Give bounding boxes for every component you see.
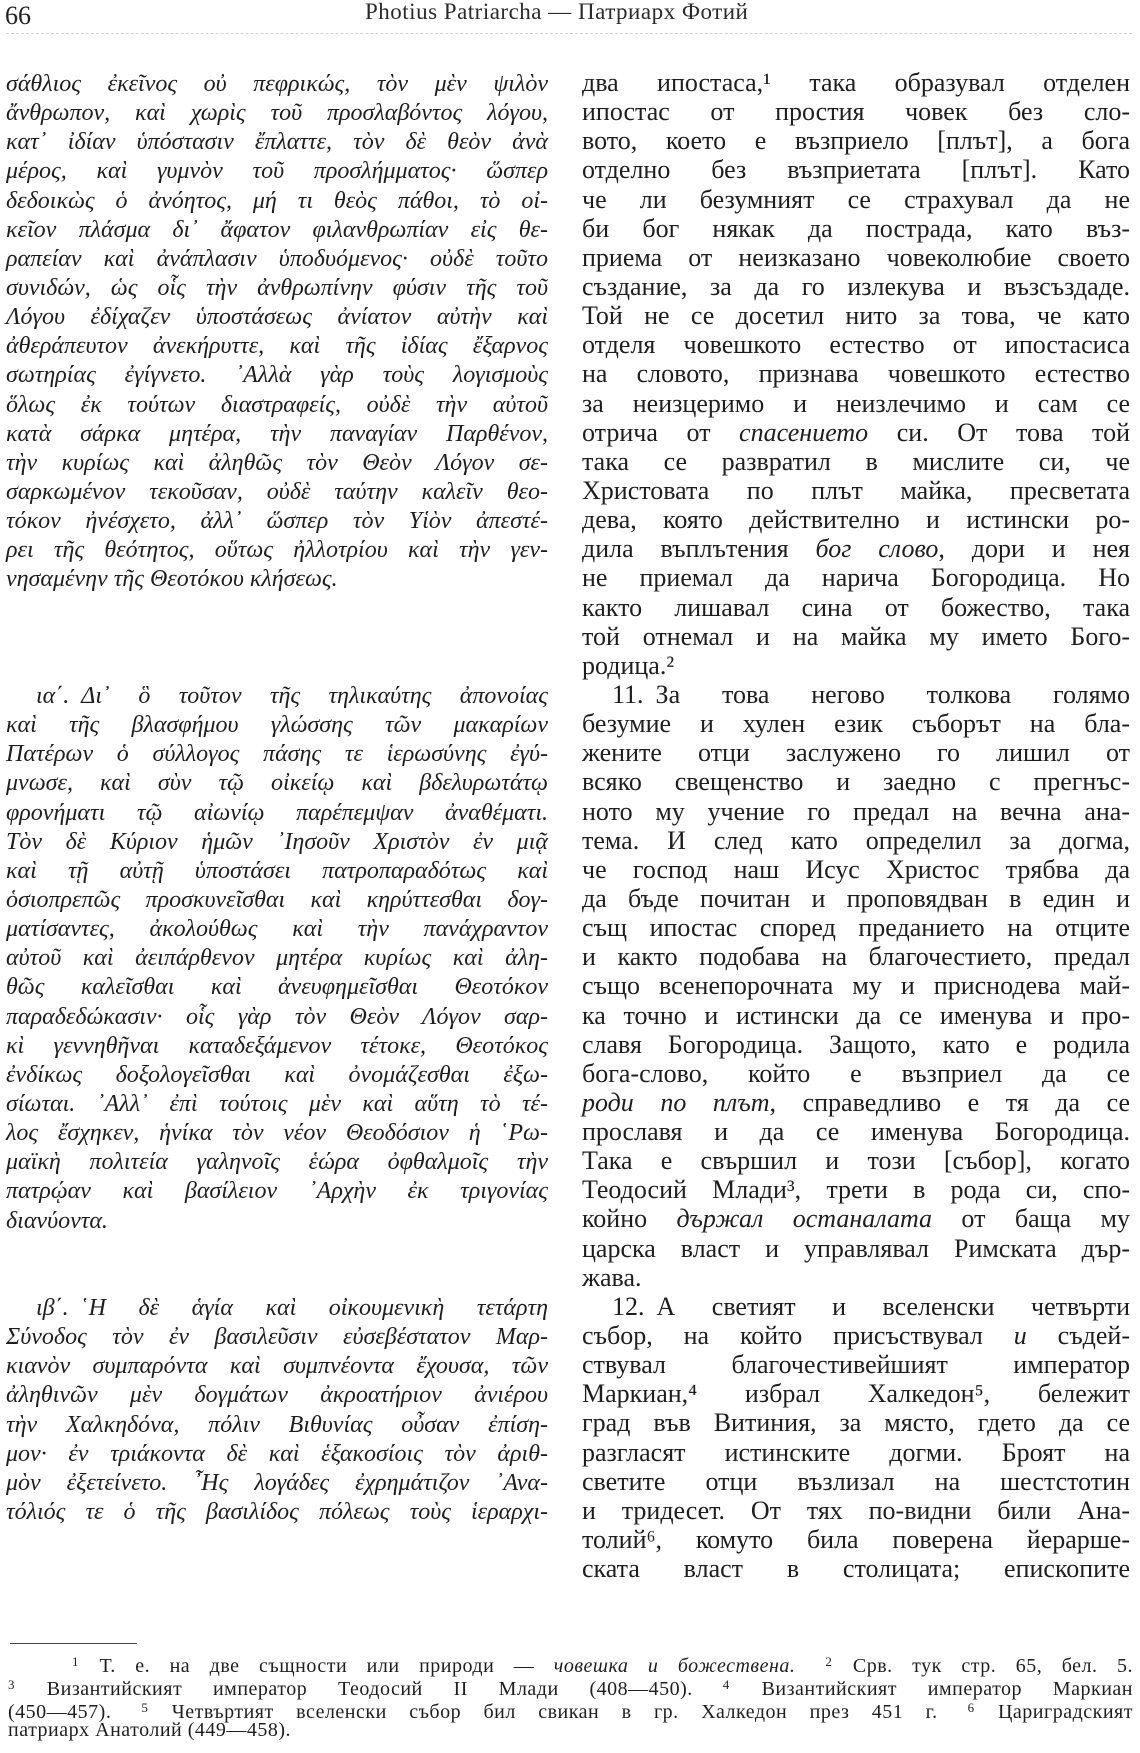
text-run: Маркиан,⁴ избрал Халкедон⁵, бележит: [582, 1379, 1130, 1409]
text-run: също всенепорочната му и приснодева май-: [582, 971, 1130, 1001]
text-run: Теодосий Млади³, трети в рода си, спо-: [582, 1175, 1130, 1205]
text-run: ипостас от простия човек без сло-: [582, 97, 1130, 127]
footnote-line: [8, 1673, 1134, 1700]
text-run: тема. И след като определил за догма,: [582, 825, 1130, 855]
text-run: А светият и вселенски четвърти: [656, 1291, 1130, 1321]
text-line: [6, 1119, 548, 1148]
text-run: Христовата по плът майка, пресветата: [582, 475, 1130, 505]
text-run: κατ᾿ ἰδίαν ὑπόστασιν ἔπλαττε, τὸν δὲ θεὸν ἀνὰ: [6, 129, 548, 156]
text-line: [6, 711, 548, 740]
text-run: създание, за да го излекува и възсъздаде.: [582, 271, 1130, 301]
text-run: ἐνδίκως δοξολογεῖσθαι καὶ ὀνομάζεσθαι ἐξω-: [6, 1061, 548, 1088]
text-run: μέρος, καὶ γυμνὸν τοῦ προσλήμματος· ὥσπερ: [6, 158, 548, 185]
text-run: той отнемал и на майка му името Бого-: [582, 621, 1130, 651]
text-run: φρονήματι τῷ αἰωνίῳ παρέπεμψαν ἀναθέματι.: [6, 799, 548, 826]
text-line: [582, 1379, 1130, 1408]
footnote-line: [8, 1650, 1133, 1677]
text-line: [582, 1525, 1130, 1554]
text-run: и тридесет. От тях по-видни били Ана-: [582, 1495, 1130, 1525]
text-run: два ипостаса,¹ така образувал отделен: [582, 68, 1130, 97]
text-line: [582, 1321, 1130, 1350]
text-run: бога-слово, който е възприел да се: [582, 1058, 1130, 1088]
footnote-marker: 3: [8, 1677, 15, 1692]
text-line: [582, 155, 1130, 184]
text-line: [582, 738, 1130, 767]
text-line: [6, 973, 548, 1002]
footnote-separator: [10, 1643, 137, 1644]
text-run: Πατέρων ὁ σύλλογος πάσης τε ἱερωσύνης ἐγύ-: [6, 741, 548, 768]
text-run: За това негово толкова голямо: [655, 679, 1130, 709]
text-line: [582, 1204, 1130, 1233]
text-run: всяко свещенство и заедно с прегнъс-: [582, 767, 1130, 797]
text-run: от баща му: [932, 1204, 1131, 1234]
text-run: безумие и хулен език съборът на бла-: [582, 709, 1130, 739]
text-run: град във Витиния, за място, гдето да се: [582, 1408, 1130, 1438]
text-line: [6, 449, 548, 478]
text-run: събор, на който присъствувал: [582, 1321, 1014, 1351]
text-run: Срв. тук стр. 65, бел. 5.: [833, 1655, 1133, 1677]
text-run: ρει τῆς θεότητος, οὕτως ἠλλοτρίου καὶ τὴν γεν-: [6, 537, 548, 564]
text-run: ματίσαντες, ἀκολούθως καὶ τὴν πανάχραντον: [6, 916, 548, 943]
text-run: вото, което е възприело [плът], а бога: [582, 126, 1130, 156]
text-line: [6, 332, 548, 361]
text-run: Така е свършил и този [събор], когато: [582, 1146, 1130, 1176]
text-line: [582, 1438, 1130, 1467]
text-run: μαϊκὴ πολιτεία γαληνοῖς ἑώρα ὀφθαλμοῖς τὴν: [6, 1149, 548, 1176]
text-line: [6, 1207, 548, 1236]
text-run: ὅλως ἐκ τούτων διαστραφείς, οὐδὲ τὴν αὐτοῦ: [6, 391, 548, 418]
text-line: [6, 1411, 548, 1440]
text-run: разгласят истинските догми. Броят на: [582, 1437, 1130, 1467]
text-run: за неизцеримо и неизлечимо и сам се: [582, 388, 1130, 418]
text-line: [6, 769, 548, 798]
text-line: [582, 534, 1130, 563]
text-line: [582, 1059, 1130, 1088]
text-line: [582, 651, 1130, 680]
text-line: [582, 389, 1130, 418]
footnote-marker: 6: [967, 1700, 975, 1715]
text-line: [582, 126, 1130, 155]
text-run: дила въплътения: [582, 534, 816, 564]
text-run: и както подобава на благочестието, предал: [582, 942, 1130, 972]
text-run: родица.²: [582, 650, 675, 680]
text-line: [6, 1090, 548, 1119]
text-line: [582, 1146, 1130, 1175]
text-line: [582, 1467, 1130, 1496]
footnote-marker: 1: [72, 1654, 79, 1669]
text-run: ἀληθινῶν μὲν δογμάτων ἀκροατήριον ἀνιέρου: [6, 1382, 548, 1409]
text-run: съдей-: [1026, 1321, 1131, 1351]
text-run: така се развратил в мислите си, че: [582, 446, 1130, 476]
italic-text: човешка и божествена.: [553, 1655, 796, 1677]
text-run: си. От това той: [868, 417, 1130, 447]
text-run: отделно без възприетата [плът]. Като: [582, 155, 1130, 185]
italic-text: спасението: [739, 417, 869, 447]
text-run: светите отци възлизал на шестстотин: [582, 1466, 1130, 1496]
text-run: Византийският император Маркиан: [730, 1678, 1134, 1700]
text-line: [6, 886, 548, 915]
text-line: [582, 1234, 1130, 1263]
text-run: Той не се досетил нито за това, че като: [582, 301, 1130, 331]
text-run: , справедливо е тя да се: [769, 1087, 1131, 1117]
text-line: [6, 682, 548, 711]
text-line: [6, 157, 548, 186]
text-line: [6, 1061, 548, 1090]
text-line: [582, 913, 1130, 942]
text-run: αὐτοῦ καὶ ἀειπάρθενον μητέρα κυρίως καὶ ἀλη-: [6, 945, 548, 972]
greek-paragraph: [6, 1294, 548, 1527]
text-run: Λόγου ἐδίχαζεν ὑποστάσεως ἀνίατον αὐτὴν καὶ: [6, 304, 548, 331]
text-line: [6, 303, 548, 332]
text-line: [6, 1381, 548, 1410]
text-run: Σύνοδος τὸν ἐν βασιλεῦσιν εὐσεβέστατον Μαρ-: [6, 1324, 548, 1351]
header-rule: [6, 33, 1132, 34]
italic-text: държал останалата: [676, 1204, 933, 1234]
footnotes: [8, 1650, 1133, 1742]
text-run: σίωται. ᾿Αλλ᾿ ἐπὶ τούτοις μὲν καὶ αὕτη τὸ τέ-: [6, 1090, 548, 1117]
text-run: κατὰ σάρκα μητέρα, τὴν παναγίαν Παρθένον,: [6, 420, 548, 447]
text-run: , дори и нея: [938, 534, 1130, 564]
text-run: ὁσιοπρεπῶς προσκυνεῖσθαι καὶ κηρύττεσθαι δογ-: [6, 886, 548, 913]
text-line: [582, 622, 1130, 651]
text-line: [582, 214, 1130, 243]
text-run: отрича от: [582, 417, 740, 447]
text-run: τόκον ἠνέσχετο, ἀλλ᾿ ὥσπερ τὸν Υἱὸν ἀπεστέ-: [6, 508, 548, 535]
text-line: [6, 944, 548, 973]
text-line: [582, 330, 1130, 359]
text-line: [582, 593, 1130, 622]
footnote-marker: 4: [722, 1677, 730, 1692]
text-line: [6, 1148, 548, 1177]
text-run: θῶς καλεῖσθαι καὶ ἀνευφημεῖσθαι Θεοτόκον: [6, 974, 548, 1001]
text-run: царска власт и управлявал Римската дър-: [582, 1233, 1130, 1263]
text-line: [582, 418, 1130, 447]
bulgarian-translation-column: [582, 68, 1130, 1583]
text-run: ἀθεράπευτον ἀνεκήρυττε, καὶ τῆς ἰδίας ἔξαρνος: [6, 333, 548, 360]
text-run: κὶ γεννηθῆναι καταδεξάμενον τέτοκε, Θεοτόκος: [6, 1032, 548, 1059]
text-run: ствувал благочестивейшият император: [582, 1350, 1130, 1380]
greek-paragraph: [6, 682, 548, 1236]
text-run: Четвъртият вселенски събор бил свикан в гр. Халкедон през 451 г.: [149, 1701, 938, 1723]
text-line: [582, 359, 1130, 388]
paragraph-number: ια΄.: [36, 682, 70, 709]
text-run: че господ наш Исус Христос трябва да: [582, 854, 1130, 884]
text-line: [582, 1001, 1130, 1030]
text-run: че ли безумният се страхувал да не: [582, 184, 1130, 214]
text-run: да бъде почитан и проповядван в един и: [582, 883, 1130, 913]
text-line: [6, 478, 548, 507]
text-run: σωτηρίας ἐγίγνετο. ᾿Αλλὰ γὰρ τοὺς λογισμοὺς: [6, 362, 548, 389]
paragraph-number: 12.: [612, 1291, 645, 1321]
text-line: [582, 272, 1130, 301]
text-line: [582, 505, 1130, 534]
text-run: на словото, признава човешкото естество: [582, 359, 1130, 389]
text-run: както лишавал сина от божество, така: [582, 592, 1130, 622]
text-line: [6, 1032, 548, 1061]
text-run: приема от неизказано човеколюбие своето: [582, 242, 1130, 272]
text-run: ното му учение го предал на вечна ана-: [582, 796, 1130, 826]
text-line: [582, 476, 1130, 505]
text-line: [6, 420, 548, 449]
greek-text-column: [6, 70, 548, 1527]
text-line: [6, 1177, 548, 1206]
text-line: [6, 857, 548, 886]
text-line: [582, 826, 1130, 855]
text-line: [582, 971, 1130, 1000]
text-run: Δι᾿ ὃ τοῦτον τῆς τηλικαύτης ἀπονοίας: [81, 682, 548, 709]
text-line: [6, 245, 548, 274]
footnote-marker: 5: [141, 1700, 149, 1715]
text-line: [6, 1498, 548, 1527]
text-run: ка точно и истински да се именува и про-: [582, 1000, 1130, 1030]
text-line: [6, 507, 548, 536]
text-run: κεῖον πλάσμα δι᾿ ἄφατον φιλανθρωπίαν εἰς θε-: [6, 216, 548, 243]
text-run: δεδοικὼς ὁ ἀνόητος, μή τι θεὸς πάθοι, τὸ οἰ-: [6, 187, 548, 214]
text-line: [6, 740, 548, 769]
text-run: διανύοντα.: [6, 1207, 108, 1234]
text-run: μὸν ἐξετείνετο. ῏Ης λογάδες ἐχρημάτιζον ᾿Ανα-: [6, 1469, 548, 1496]
text-run: (450—457).: [8, 1701, 112, 1723]
italic-text: роди по плът: [582, 1087, 770, 1117]
text-run: Византийският император Теодосий II Млади (408—450).: [16, 1678, 693, 1700]
running-title: Photius Patriarcha — Патриарх Фотий: [365, 0, 749, 24]
text-run: τόλιός τε ὁ τῆς βασιλίδος πόλεως τοὺς ἱεραρχι-: [6, 1498, 548, 1525]
text-run: τὴν Χαλκηδόνα, πόλιν Βιθυνίας οὖσαν ἐπίση-: [6, 1411, 548, 1438]
text-line: [6, 1352, 548, 1381]
page-number: 66: [5, 1, 31, 30]
text-run: жава.: [582, 1262, 642, 1292]
text-run: Цариградският: [975, 1701, 1133, 1723]
text-run: κιανὸν συμπαρόντα καὶ συμπνέοντα ἔχουσα, τῶν: [6, 1353, 548, 1380]
text-line: [6, 216, 548, 245]
text-line: [582, 1554, 1130, 1583]
text-run: μον· ἐν τριάκοντα δὲ καὶ ἑξακοσίοις τὸν ἀριθ-: [6, 1440, 548, 1467]
text-line: [582, 1117, 1130, 1146]
text-line: [6, 1003, 548, 1032]
text-line: [582, 97, 1130, 126]
text-line: [582, 1175, 1130, 1204]
italic-text: бог слово: [815, 534, 939, 564]
text-run: τὴν κυρίως καὶ ἀληθῶς τὸν Θεὸν Λόγον σε-: [6, 449, 548, 476]
text-line: [582, 301, 1130, 330]
text-line: [582, 767, 1130, 796]
footnote-marker: 2: [825, 1654, 833, 1669]
text-line: [582, 797, 1130, 826]
text-line: [582, 1263, 1130, 1292]
text-run: отделя човешкото естество от ипостасиса: [582, 330, 1130, 360]
text-line: [6, 99, 548, 128]
text-run: същ ипостас според преданието на отците: [582, 913, 1130, 943]
text-run: πατρῴαν καὶ βασίλειον ᾿Αρχὴν ἐκ τριγονίας: [6, 1178, 548, 1205]
text-run: συνιδών, ὡς οἷς τὴν ἀνθρωπίνην φύσιν τῆς τοῦ: [6, 274, 548, 301]
text-line: [582, 942, 1130, 971]
bulgarian-paragraph: [582, 680, 1130, 1292]
text-run: ραπείαν καὶ ἀνάπλασιν ὑποδυόμενος· οὐδὲ τοῦτο: [6, 245, 548, 272]
text-line: [582, 563, 1130, 592]
text-run: прославя и да се именува Богородица.: [582, 1117, 1130, 1147]
text-line: [6, 799, 548, 828]
text-line: [582, 1088, 1130, 1117]
text-run: παραδεδώκασιν· οἷς γὰρ τὸν Θεὸν Λόγον σαρ-: [6, 1003, 548, 1030]
text-run: жените отци заслужено го лишил от: [582, 738, 1130, 768]
text-line: [582, 1408, 1130, 1437]
text-line: [582, 243, 1130, 272]
text-line: [582, 1350, 1130, 1379]
text-run: патриарх Анатолий (449—458).: [8, 1719, 292, 1741]
text-run: νησαμένην τῆς Θεοτόκου κλήσεως.: [6, 566, 338, 593]
paragraph-number: 11.: [612, 679, 644, 709]
text-run: ἄνθρωπον, καὶ χωρὶς τοῦ προσλαβόντος λόγου,: [6, 100, 548, 127]
text-run: би бог някак да пострада, като въз-: [582, 213, 1130, 243]
text-run: καὶ τῇ αὐτῇ ὑποστάσει πατροπαραδότως καὶ: [6, 857, 548, 884]
text-line: [582, 1030, 1130, 1059]
text-line: [6, 1440, 548, 1469]
text-line: [6, 274, 548, 303]
text-run: койно: [582, 1204, 677, 1234]
text-run: не приемал да нарича Богородица. Но: [582, 563, 1130, 593]
text-line: [6, 361, 548, 390]
text-line: [6, 391, 548, 420]
text-line: [582, 447, 1130, 476]
text-run: ῾Η δὲ ἁγία καὶ οἰκουμενικὴ τετάρτη: [80, 1294, 548, 1321]
text-line: [6, 1294, 548, 1323]
text-line: [582, 68, 1130, 97]
text-run: μνωσε, καὶ σὺν τῷ οἰκείῳ καὶ βδελυρωτάτῳ: [6, 770, 548, 797]
text-run: дева, която действително и истински ро-: [582, 505, 1130, 535]
text-line: [582, 855, 1130, 884]
text-line: [582, 1292, 1130, 1321]
text-line: [582, 884, 1130, 913]
text-line: [6, 70, 548, 99]
text-run: σάθλιος ἐκεῖνος οὐ πεφρικώς, τὸν μὲν ψιλὸν: [6, 71, 548, 97]
text-line: [6, 1323, 548, 1352]
text-line: [582, 1496, 1130, 1525]
text-line: [582, 185, 1130, 214]
text-run: ската власт в столицата; епископите: [582, 1554, 1130, 1584]
text-line: [582, 680, 1130, 709]
footnote-line: [8, 1696, 1133, 1723]
text-line: [582, 709, 1130, 738]
text-line: [6, 915, 548, 944]
italic-text: и: [1013, 1321, 1027, 1351]
bulgarian-paragraph: [582, 1292, 1130, 1583]
text-line: [6, 828, 548, 857]
text-run: λος ἔσχηκεν, ἡνίκα τὸν νέον Θεοδόσιον ἡ ῾Ρω-: [6, 1120, 548, 1147]
text-run: καὶ τῆς βλασφήμου γλώσσης τῶν μακαρίων: [6, 712, 548, 739]
text-run: Т. е. на две същности или природи —: [80, 1655, 554, 1677]
text-line: [6, 536, 548, 565]
bulgarian-paragraph: [582, 68, 1130, 680]
text-line: [6, 1469, 548, 1498]
greek-paragraph: [6, 70, 548, 595]
text-run: Τὸν δὲ Κύριον ἡμῶν ᾿Ιησοῦν Χριστὸν ἐν μιᾷ: [6, 828, 548, 855]
text-line: [6, 565, 548, 594]
text-run: σαρκωμένον τεκοῦσαν, οὐδὲ ταύτην καλεῖν θεο-: [6, 478, 548, 505]
text-run: славя Богородица. Защото, като е родила: [582, 1029, 1130, 1059]
paragraph-number: ιβ΄.: [36, 1294, 69, 1321]
text-line: [6, 128, 548, 157]
text-line: [6, 187, 548, 216]
text-run: толий⁶, комуто била поверена йерарше-: [582, 1525, 1130, 1555]
